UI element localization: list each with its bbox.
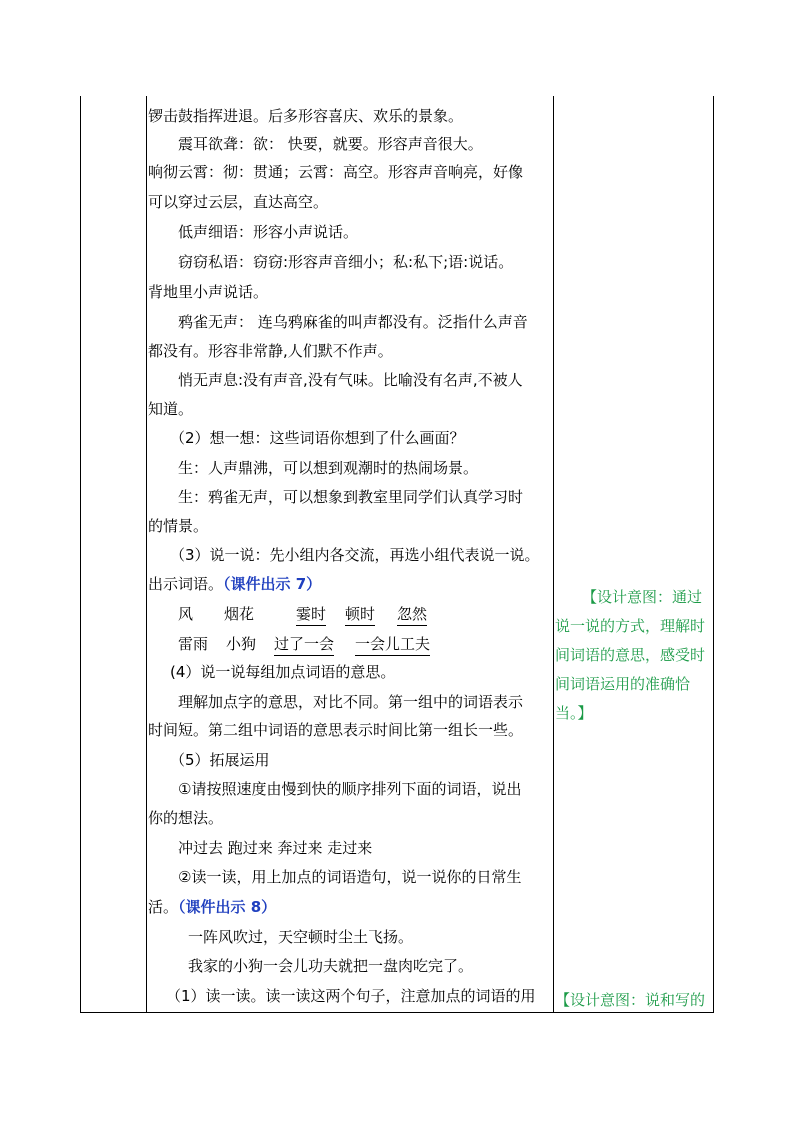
word-group-2 [355, 634, 430, 656]
text-line [148, 897, 276, 917]
word-group-1 [178, 604, 193, 624]
design-intent-note: 当。】 [555, 704, 593, 722]
design-intent-note: 间词语的意思，感受时 [555, 646, 706, 664]
word-item: 雷雨 [178, 635, 209, 653]
table-border-left [80, 96, 81, 1013]
text-line: 震耳欲聋：欲： 快要，就要。形容声音很大。 [178, 135, 483, 153]
example-sentence: 一阵风吹过，天空顿时尘土飞扬。 [188, 928, 414, 946]
table-border-col1 [146, 96, 147, 1013]
text-line: 你的想法。 [148, 809, 224, 827]
word-item: 顿时 [345, 605, 376, 623]
text-line: 生：鸦雀无声，可以想象到教室里同学们认真学习时 [178, 488, 524, 506]
text-line: ①请按照速度由慢到快的顺序排列下面的词语，说出 [178, 780, 522, 798]
text-line: ②读一读，用上加点的词语造句，说一说你的日常生 [178, 868, 522, 886]
text-span: 活。 [148, 898, 179, 916]
word-group-1 [224, 604, 254, 624]
text-line: 背地里小声说话。 [148, 283, 269, 301]
design-intent-note: 间词语运用的准确恰 [555, 675, 691, 693]
word-group-2 [274, 634, 334, 656]
word-item: 小狗 [226, 635, 257, 653]
text-line: 低声细语：形容小声说话。 [178, 223, 359, 241]
text-line: 冲过去 跑过来 奔过来 走过来 [178, 839, 373, 857]
text-line: （3）说一说：先小组内各交流，再选小组代表说一说。 [170, 546, 540, 564]
text-line: 可以穿过云层，直达高空。 [148, 193, 329, 211]
text-line: 响彻云霄：彻：贯通；云霄：高空。形容声音响亮，好像 [148, 163, 524, 181]
courseware-ref: （课件出示 8） [178, 898, 277, 916]
text-line: 悄无声息:没有声音,没有气味。比喻没有名声,不被人 [178, 371, 523, 389]
text-line: (4）说一说每组加点词语的意思。 [170, 663, 396, 681]
table-border-col2 [553, 96, 554, 1013]
example-sentence: 我家的小狗一会儿功夫就把一盘肉吃完了。 [188, 957, 474, 975]
word-group-2 [226, 634, 256, 654]
text-line: 鸦雀无声： 连乌鸦麻雀的叫声都没有。泛指什么声音 [178, 313, 528, 331]
text-line: 生：人声鼎沸，可以想到观潮时的热闹场景。 [178, 459, 479, 477]
word-item: 风 [178, 605, 194, 623]
design-intent-note: 【设计意图：通过 [582, 588, 703, 606]
word-group-1 [345, 604, 375, 626]
text-line: （2）想一想：这些词语你想到了什么画面？ [170, 429, 465, 447]
text-line: （1）读一读。读一读这两个句子，注意加点的词语的用 [166, 987, 536, 1005]
word-item: 一会儿工夫 [355, 635, 431, 653]
word-item: 过了一会 [274, 635, 335, 653]
courseware-ref: （课件出示 7） [223, 575, 322, 593]
text-line: 都没有。形容非常静,人们默不作声。 [148, 342, 393, 360]
word-item: 烟花 [224, 605, 255, 623]
text-line: 知道。 [148, 400, 194, 418]
text-span: 出示词语。 [148, 575, 224, 593]
text-line: 锣击鼓指挥进退。后多形容喜庆、欢乐的景象。 [148, 107, 464, 125]
text-line: 的情景。 [148, 517, 209, 535]
design-intent-note: 说一说的方式，理解时 [555, 617, 706, 635]
text-line: 时间短。第二组中词语的意思表示时间比第一组长一些。 [148, 721, 524, 739]
word-group-1 [296, 604, 326, 626]
word-item: 忽然 [397, 605, 428, 623]
word-group-2 [178, 634, 208, 654]
design-intent-note: 【设计意图：说和写的 [555, 991, 706, 1009]
text-line: （5）拓展运用 [170, 751, 270, 769]
text-line: 理解加点字的意思，对比不同。第一组中的词语表示 [178, 693, 524, 711]
table-border-right [713, 96, 714, 1013]
word-group-1 [397, 604, 427, 626]
text-line: 窃窃私语：窃窃:形容声音细小；私:私下;语:说话。 [178, 253, 514, 271]
word-item: 霎时 [296, 605, 327, 623]
text-line [148, 574, 321, 594]
table-border-bottom [80, 1012, 714, 1013]
